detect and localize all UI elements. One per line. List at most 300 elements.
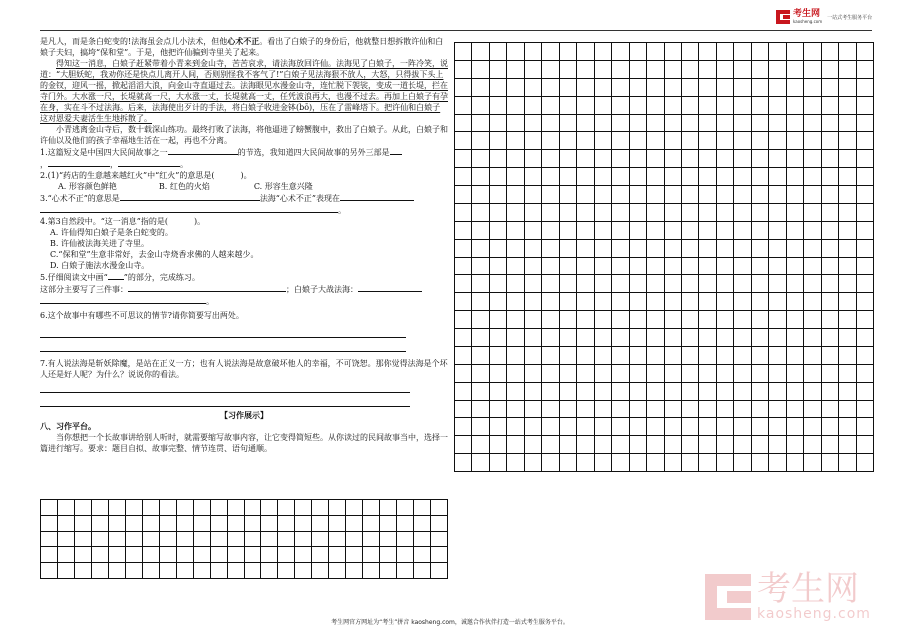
grid-cell[interactable] [472,186,489,204]
grid-cell[interactable] [472,79,489,97]
grid-cell[interactable] [665,132,682,150]
grid-cell[interactable] [630,150,647,168]
grid-cell[interactable] [752,222,769,240]
grid-cell[interactable] [160,516,177,532]
grid-cell[interactable] [577,258,594,276]
grid-cell[interactable] [577,168,594,186]
grid-cell[interactable] [682,401,699,419]
grid-cell[interactable] [455,454,472,472]
grid-cell[interactable] [346,547,363,563]
grid-cell[interactable] [787,79,804,97]
grid-cell[interactable] [278,547,295,563]
grid-cell[interactable] [595,132,612,150]
grid-cell[interactable] [595,293,612,311]
grid-cell[interactable] [41,500,58,516]
grid-cell[interactable] [822,132,839,150]
grid-cell[interactable] [542,132,559,150]
grid-cell[interactable] [397,500,414,516]
grid-cell[interactable] [857,132,874,150]
grid-cell[interactable] [490,436,507,454]
grid-cell[interactable] [804,401,821,419]
grid-cell[interactable] [542,222,559,240]
grid-cell[interactable] [542,115,559,133]
grid-cell[interactable] [75,516,92,532]
option-c[interactable]: C. 形容生意兴隆 [253,182,313,191]
grid-cell[interactable] [647,454,664,472]
grid-cell[interactable] [455,204,472,222]
grid-cell[interactable] [228,547,245,563]
grid-cell[interactable] [630,79,647,97]
grid-cell[interactable] [769,115,786,133]
grid-cell[interactable] [699,132,716,150]
grid-cell[interactable] [507,43,524,61]
grid-cell[interactable] [787,61,804,79]
grid-cell[interactable] [58,532,75,548]
grid-cell[interactable] [75,547,92,563]
grid-cell[interactable] [699,97,716,115]
grid-cell[interactable] [560,311,577,329]
grid-cell[interactable] [577,150,594,168]
grid-cell[interactable] [752,365,769,383]
grid-cell[interactable] [329,547,346,563]
grid-cell[interactable] [329,516,346,532]
grid-cell[interactable] [472,258,489,276]
grid-cell[interactable] [647,222,664,240]
grid-cell[interactable] [822,240,839,258]
grid-cell[interactable] [630,347,647,365]
grid-cell[interactable] [507,132,524,150]
composition-grid-right[interactable] [454,42,874,472]
grid-cell[interactable] [717,293,734,311]
grid-cell[interactable] [734,97,751,115]
grid-cell[interactable] [752,204,769,222]
grid-cell[interactable] [92,547,109,563]
grid-cell[interactable] [577,436,594,454]
grid-cell[interactable] [734,418,751,436]
grid-cell[interactable] [542,293,559,311]
grid-cell[interactable] [804,222,821,240]
grid-cell[interactable] [804,61,821,79]
grid-cell[interactable] [769,79,786,97]
grid-cell[interactable] [734,79,751,97]
grid-cell[interactable] [752,115,769,133]
grid-cell[interactable] [595,61,612,79]
grid-cell[interactable] [857,168,874,186]
grid-cell[interactable] [612,401,629,419]
grid-cell[interactable] [839,240,856,258]
grid-cell[interactable] [647,186,664,204]
grid-cell[interactable] [455,258,472,276]
grid-cell[interactable] [595,258,612,276]
grid-cell[interactable] [414,516,431,532]
grid-cell[interactable] [665,365,682,383]
grid-cell[interactable] [752,383,769,401]
grid-cell[interactable] [363,532,380,548]
grid-cell[interactable] [769,436,786,454]
grid-cell[interactable] [699,79,716,97]
grid-cell[interactable] [769,365,786,383]
grid-cell[interactable] [665,311,682,329]
grid-cell[interactable] [699,293,716,311]
grid-cell[interactable] [577,454,594,472]
grid-cell[interactable] [472,293,489,311]
grid-cell[interactable] [472,329,489,347]
grid-cell[interactable] [787,97,804,115]
grid-cell[interactable] [822,401,839,419]
grid-cell[interactable] [577,222,594,240]
grid-cell[interactable] [472,132,489,150]
grid-cell[interactable] [542,61,559,79]
grid-cell[interactable] [752,347,769,365]
grid-cell[interactable] [542,401,559,419]
grid-cell[interactable] [857,275,874,293]
grid-cell[interactable] [577,61,594,79]
grid-cell[interactable] [525,383,542,401]
grid-cell[interactable] [682,275,699,293]
grid-cell[interactable] [822,311,839,329]
grid-cell[interactable] [525,186,542,204]
grid-cell[interactable] [734,293,751,311]
grid-cell[interactable] [839,436,856,454]
grid-cell[interactable] [647,365,664,383]
grid-cell[interactable] [734,240,751,258]
grid-cell[interactable] [525,150,542,168]
grid-cell[interactable] [665,115,682,133]
grid-cell[interactable] [717,115,734,133]
grid-cell[interactable] [630,97,647,115]
grid-cell[interactable] [160,500,177,516]
grid-cell[interactable] [542,97,559,115]
grid-cell[interactable] [822,43,839,61]
question-4-option-c[interactable]: C.“保和堂”生意非常好，去金山寺烧香求佛的人越来越少。 [50,250,259,259]
grid-cell[interactable] [455,347,472,365]
grid-cell[interactable] [804,168,821,186]
composition-grid-left[interactable] [40,499,448,579]
grid-cell[interactable] [455,150,472,168]
grid-cell[interactable] [822,115,839,133]
grid-cell[interactable] [58,500,75,516]
grid-cell[interactable] [525,275,542,293]
grid-cell[interactable] [804,311,821,329]
grid-cell[interactable] [630,293,647,311]
grid-cell[interactable] [346,563,363,579]
grid-cell[interactable] [630,329,647,347]
grid-cell[interactable] [525,115,542,133]
grid-cell[interactable] [455,61,472,79]
grid-cell[interactable] [472,240,489,258]
grid-cell[interactable] [577,115,594,133]
answer-blank[interactable] [120,192,260,201]
grid-cell[interactable] [682,329,699,347]
grid-cell[interactable] [490,275,507,293]
grid-cell[interactable] [839,347,856,365]
grid-cell[interactable] [507,186,524,204]
grid-cell[interactable] [612,115,629,133]
grid-cell[interactable] [804,79,821,97]
question-4-option-b[interactable]: B. 许仙被法海关进了寺里。 [50,239,149,248]
grid-cell[interactable] [507,222,524,240]
answer-line[interactable] [40,396,410,407]
grid-cell[interactable] [717,436,734,454]
grid-cell[interactable] [839,43,856,61]
grid-cell[interactable] [41,547,58,563]
grid-cell[interactable] [717,418,734,436]
grid-cell[interactable] [542,186,559,204]
grid-cell[interactable] [839,383,856,401]
grid-cell[interactable] [682,418,699,436]
grid-cell[interactable] [839,401,856,419]
grid-cell[interactable] [525,132,542,150]
grid-cell[interactable] [507,97,524,115]
grid-cell[interactable] [647,115,664,133]
grid-cell[interactable] [839,222,856,240]
grid-cell[interactable] [699,401,716,419]
grid-cell[interactable] [699,168,716,186]
grid-cell[interactable] [822,204,839,222]
grid-cell[interactable] [595,347,612,365]
grid-cell[interactable] [647,43,664,61]
grid-cell[interactable] [822,418,839,436]
grid-cell[interactable] [595,79,612,97]
grid-cell[interactable] [346,516,363,532]
grid-cell[interactable] [857,61,874,79]
grid-cell[interactable] [525,347,542,365]
grid-cell[interactable] [414,563,431,579]
grid-cell[interactable] [595,365,612,383]
grid-cell[interactable] [699,383,716,401]
grid-cell[interactable] [612,365,629,383]
grid-cell[interactable] [109,532,126,548]
grid-cell[interactable] [822,168,839,186]
grid-cell[interactable] [839,329,856,347]
grid-cell[interactable] [612,168,629,186]
grid-cell[interactable] [577,43,594,61]
grid-cell[interactable] [245,516,262,532]
grid-cell[interactable] [699,115,716,133]
grid-cell[interactable] [312,547,329,563]
grid-cell[interactable] [769,275,786,293]
grid-cell[interactable] [857,454,874,472]
grid-cell[interactable] [682,150,699,168]
grid-cell[interactable] [787,43,804,61]
grid-cell[interactable] [630,436,647,454]
grid-cell[interactable] [595,150,612,168]
grid-cell[interactable] [560,329,577,347]
grid-cell[interactable] [752,240,769,258]
grid-cell[interactable] [752,186,769,204]
grid-cell[interactable] [612,79,629,97]
grid-cell[interactable] [647,168,664,186]
grid-cell[interactable] [769,168,786,186]
grid-cell[interactable] [295,516,312,532]
grid-cell[interactable] [312,563,329,579]
grid-cell[interactable] [525,401,542,419]
grid-cell[interactable] [717,401,734,419]
grid-cell[interactable] [612,97,629,115]
grid-cell[interactable] [787,132,804,150]
grid-cell[interactable] [380,500,397,516]
grid-cell[interactable] [839,186,856,204]
grid-cell[interactable] [507,240,524,258]
grid-cell[interactable] [542,240,559,258]
grid-cell[interactable] [194,516,211,532]
grid-cell[interactable] [126,563,143,579]
grid-cell[interactable] [682,168,699,186]
grid-cell[interactable] [839,150,856,168]
grid-cell[interactable] [455,418,472,436]
grid-cell[interactable] [647,97,664,115]
grid-cell[interactable] [630,222,647,240]
grid-cell[interactable] [752,293,769,311]
grid-cell[interactable] [542,43,559,61]
answer-blank[interactable] [40,295,206,304]
grid-cell[interactable] [143,500,160,516]
grid-cell[interactable] [245,500,262,516]
grid-cell[interactable] [734,454,751,472]
grid-cell[interactable] [507,329,524,347]
grid-cell[interactable] [525,258,542,276]
grid-cell[interactable] [472,311,489,329]
grid-cell[interactable] [699,275,716,293]
grid-cell[interactable] [525,97,542,115]
grid-cell[interactable] [717,168,734,186]
grid-cell[interactable] [211,563,228,579]
grid-cell[interactable] [577,293,594,311]
grid-cell[interactable] [542,454,559,472]
grid-cell[interactable] [363,500,380,516]
grid-cell[interactable] [109,500,126,516]
grid-cell[interactable] [560,418,577,436]
grid-cell[interactable] [787,204,804,222]
grid-cell[interactable] [612,293,629,311]
grid-cell[interactable] [472,150,489,168]
grid-cell[interactable] [699,436,716,454]
grid-cell[interactable] [507,204,524,222]
grid-cell[interactable] [380,563,397,579]
grid-cell[interactable] [472,97,489,115]
grid-cell[interactable] [542,311,559,329]
grid-cell[interactable] [769,61,786,79]
grid-cell[interactable] [717,222,734,240]
grid-cell[interactable] [245,532,262,548]
grid-cell[interactable] [455,293,472,311]
grid-cell[interactable] [507,61,524,79]
grid-cell[interactable] [490,240,507,258]
grid-cell[interactable] [752,43,769,61]
grid-cell[interactable] [490,43,507,61]
grid-cell[interactable] [490,418,507,436]
grid-cell[interactable] [769,204,786,222]
grid-cell[interactable] [822,186,839,204]
grid-cell[interactable] [752,258,769,276]
grid-cell[interactable] [804,115,821,133]
grid-cell[interactable] [647,401,664,419]
grid-cell[interactable] [769,418,786,436]
grid-cell[interactable] [560,150,577,168]
grid-cell[interactable] [665,222,682,240]
grid-cell[interactable] [717,365,734,383]
grid-cell[interactable] [560,132,577,150]
grid-cell[interactable] [612,132,629,150]
grid-cell[interactable] [490,311,507,329]
grid-cell[interactable] [857,97,874,115]
grid-cell[interactable] [734,383,751,401]
grid-cell[interactable] [595,115,612,133]
grid-cell[interactable] [431,500,448,516]
grid-cell[interactable] [787,115,804,133]
grid-cell[interactable] [752,401,769,419]
grid-cell[interactable] [507,115,524,133]
grid-cell[interactable] [472,401,489,419]
grid-cell[interactable] [455,168,472,186]
grid-cell[interactable] [647,132,664,150]
grid-cell[interactable] [560,43,577,61]
grid-cell[interactable] [41,563,58,579]
grid-cell[interactable] [682,436,699,454]
grid-cell[interactable] [734,61,751,79]
grid-cell[interactable] [397,516,414,532]
grid-cell[interactable] [787,436,804,454]
grid-cell[interactable] [542,168,559,186]
grid-cell[interactable] [734,401,751,419]
grid-cell[interactable] [804,347,821,365]
grid-cell[interactable] [699,204,716,222]
grid-cell[interactable] [329,500,346,516]
grid-cell[interactable] [525,436,542,454]
grid-cell[interactable] [329,532,346,548]
grid-cell[interactable] [630,43,647,61]
grid-cell[interactable] [612,329,629,347]
grid-cell[interactable] [699,329,716,347]
grid-cell[interactable] [211,516,228,532]
grid-cell[interactable] [312,532,329,548]
grid-cell[interactable] [346,500,363,516]
grid-cell[interactable] [857,115,874,133]
question-4-option-a[interactable]: A. 许仙得知白娘子是条白蛇变的。 [50,228,173,237]
grid-cell[interactable] [839,418,856,436]
grid-cell[interactable] [560,115,577,133]
grid-cell[interactable] [560,186,577,204]
grid-cell[interactable] [278,500,295,516]
grid-cell[interactable] [595,222,612,240]
grid-cell[interactable] [472,418,489,436]
grid-cell[interactable] [752,436,769,454]
grid-cell[interactable] [397,532,414,548]
grid-cell[interactable] [455,115,472,133]
grid-cell[interactable] [839,293,856,311]
grid-cell[interactable] [665,454,682,472]
grid-cell[interactable] [472,365,489,383]
grid-cell[interactable] [542,204,559,222]
grid-cell[interactable] [752,311,769,329]
grid-cell[interactable] [717,329,734,347]
grid-cell[interactable] [630,258,647,276]
grid-cell[interactable] [414,547,431,563]
grid-cell[interactable] [857,365,874,383]
grid-cell[interactable] [734,204,751,222]
grid-cell[interactable] [804,258,821,276]
grid-cell[interactable] [839,79,856,97]
grid-cell[interactable] [857,436,874,454]
grid-cell[interactable] [804,275,821,293]
grid-cell[interactable] [630,168,647,186]
answer-line[interactable] [40,382,410,393]
grid-cell[interactable] [490,222,507,240]
grid-cell[interactable] [490,258,507,276]
grid-cell[interactable] [769,454,786,472]
grid-cell[interactable] [699,347,716,365]
grid-cell[interactable] [769,97,786,115]
